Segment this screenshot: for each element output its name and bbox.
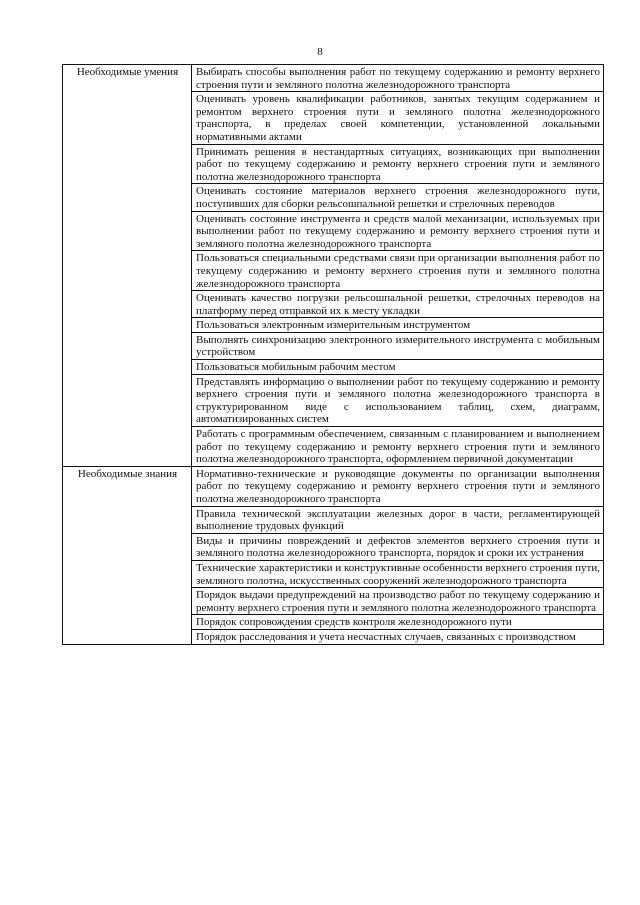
requirement-item: Технические характеристики и конструктивные особенности верхнего строения пути, земляного полотна, искусственных сооружений железнодорожного транспорта [192,560,604,587]
table-row [63,466,604,506]
requirement-item: Пользоваться мобильным рабочим местом [192,360,604,375]
page-number: 8 [317,46,323,58]
requirement-item: Выполнять синхронизацию электронного измерительного инструмента с мобильным устройством [192,332,604,359]
requirement-item: Выбирать способы выполнения работ по текущему содержанию и ремонту верхнего строения пути и земляного полотна железнодорожного транспорта [192,65,604,92]
requirements-table [62,64,604,645]
requirements-table-body [63,65,604,645]
requirement-item: Оценивать уровень квалификации работников, занятых текущим содержанием и ремонтом верхнего строения пути и земляного полотна железнодорожного транспорта, в пределах своей компетенции, установленной локальными нормативными актами [192,92,604,144]
requirement-item: Пользоваться специальными средствами связи при организации выполнения работ по текущему содержанию и ремонту верхнего строения пути и земляного полотна железнодорожного транспорта [192,251,604,291]
requirement-item: Оценивать состояние материалов верхнего строения железнодорожного пути, поступивших для сборки рельсошпальной решетки и стрелочных переводов [192,184,604,211]
table-row [63,65,604,92]
requirement-item: Работать с программным обеспечением, связанным с планированием и выполнением работ по текущему содержанию и ремонту верхнего строения пути и земляного полотна железнодорожного транспорта, оформлением первичной документации [192,427,604,467]
requirement-item: Пользоваться электронным измерительным инструментом [192,318,604,333]
requirement-item: Нормативно-технические и руководящие документы по организации выполнения работ по текущему содержанию и ремонту верхнего строения пути и земляного полотна железнодорожного транспорта [192,466,604,506]
requirement-item: Оценивать качество погрузки рельсошпальной решетки, стрелочных переводов на платформу перед отправкой их к месту укладки [192,291,604,318]
requirement-item: Порядок сопровождения средств контроля железнодорожного пути [192,615,604,630]
requirement-item: Порядок расследования и учета несчастных случаев, связанных с производством [192,629,604,644]
requirement-item: Принимать решения в нестандартных ситуациях, возникающих при выполнении работ по текущему содержанию и ремонту верхнего строения пути и земляного полотна железнодорожного транспорта [192,144,604,184]
requirement-item: Виды и причины повреждений и дефектов элементов верхнего строения пути и земляного полотна железнодорожного транспорта, порядок и сроки их устранения [192,533,604,560]
section-title: Необходимые знания [63,466,192,644]
requirement-item: Правила технической эксплуатации железных дорог в части, регламентирующей выполнение трудовых функций [192,506,604,533]
requirement-item: Оценивать состояние инструмента и средств малой механизации, используемых при выполнении работ по текущему содержанию и ремонту верхнего строения пути и земляного полотна железнодорожного транспорта [192,211,604,251]
requirement-item: Порядок выдачи предупреждений на производство работ по текущему содержанию и ремонту верхнего строения пути и земляного полотна железнодорожного транспорта [192,588,604,615]
requirement-item: Представлять информацию о выполнении работ по текущему содержанию и ремонту верхнего строения пути и земляного полотна железнодорожного транспорта в структурированном виде с использованием таблиц, схем, диаграмм, автоматизированных систем [192,374,604,426]
section-title: Необходимые умения [63,65,192,467]
